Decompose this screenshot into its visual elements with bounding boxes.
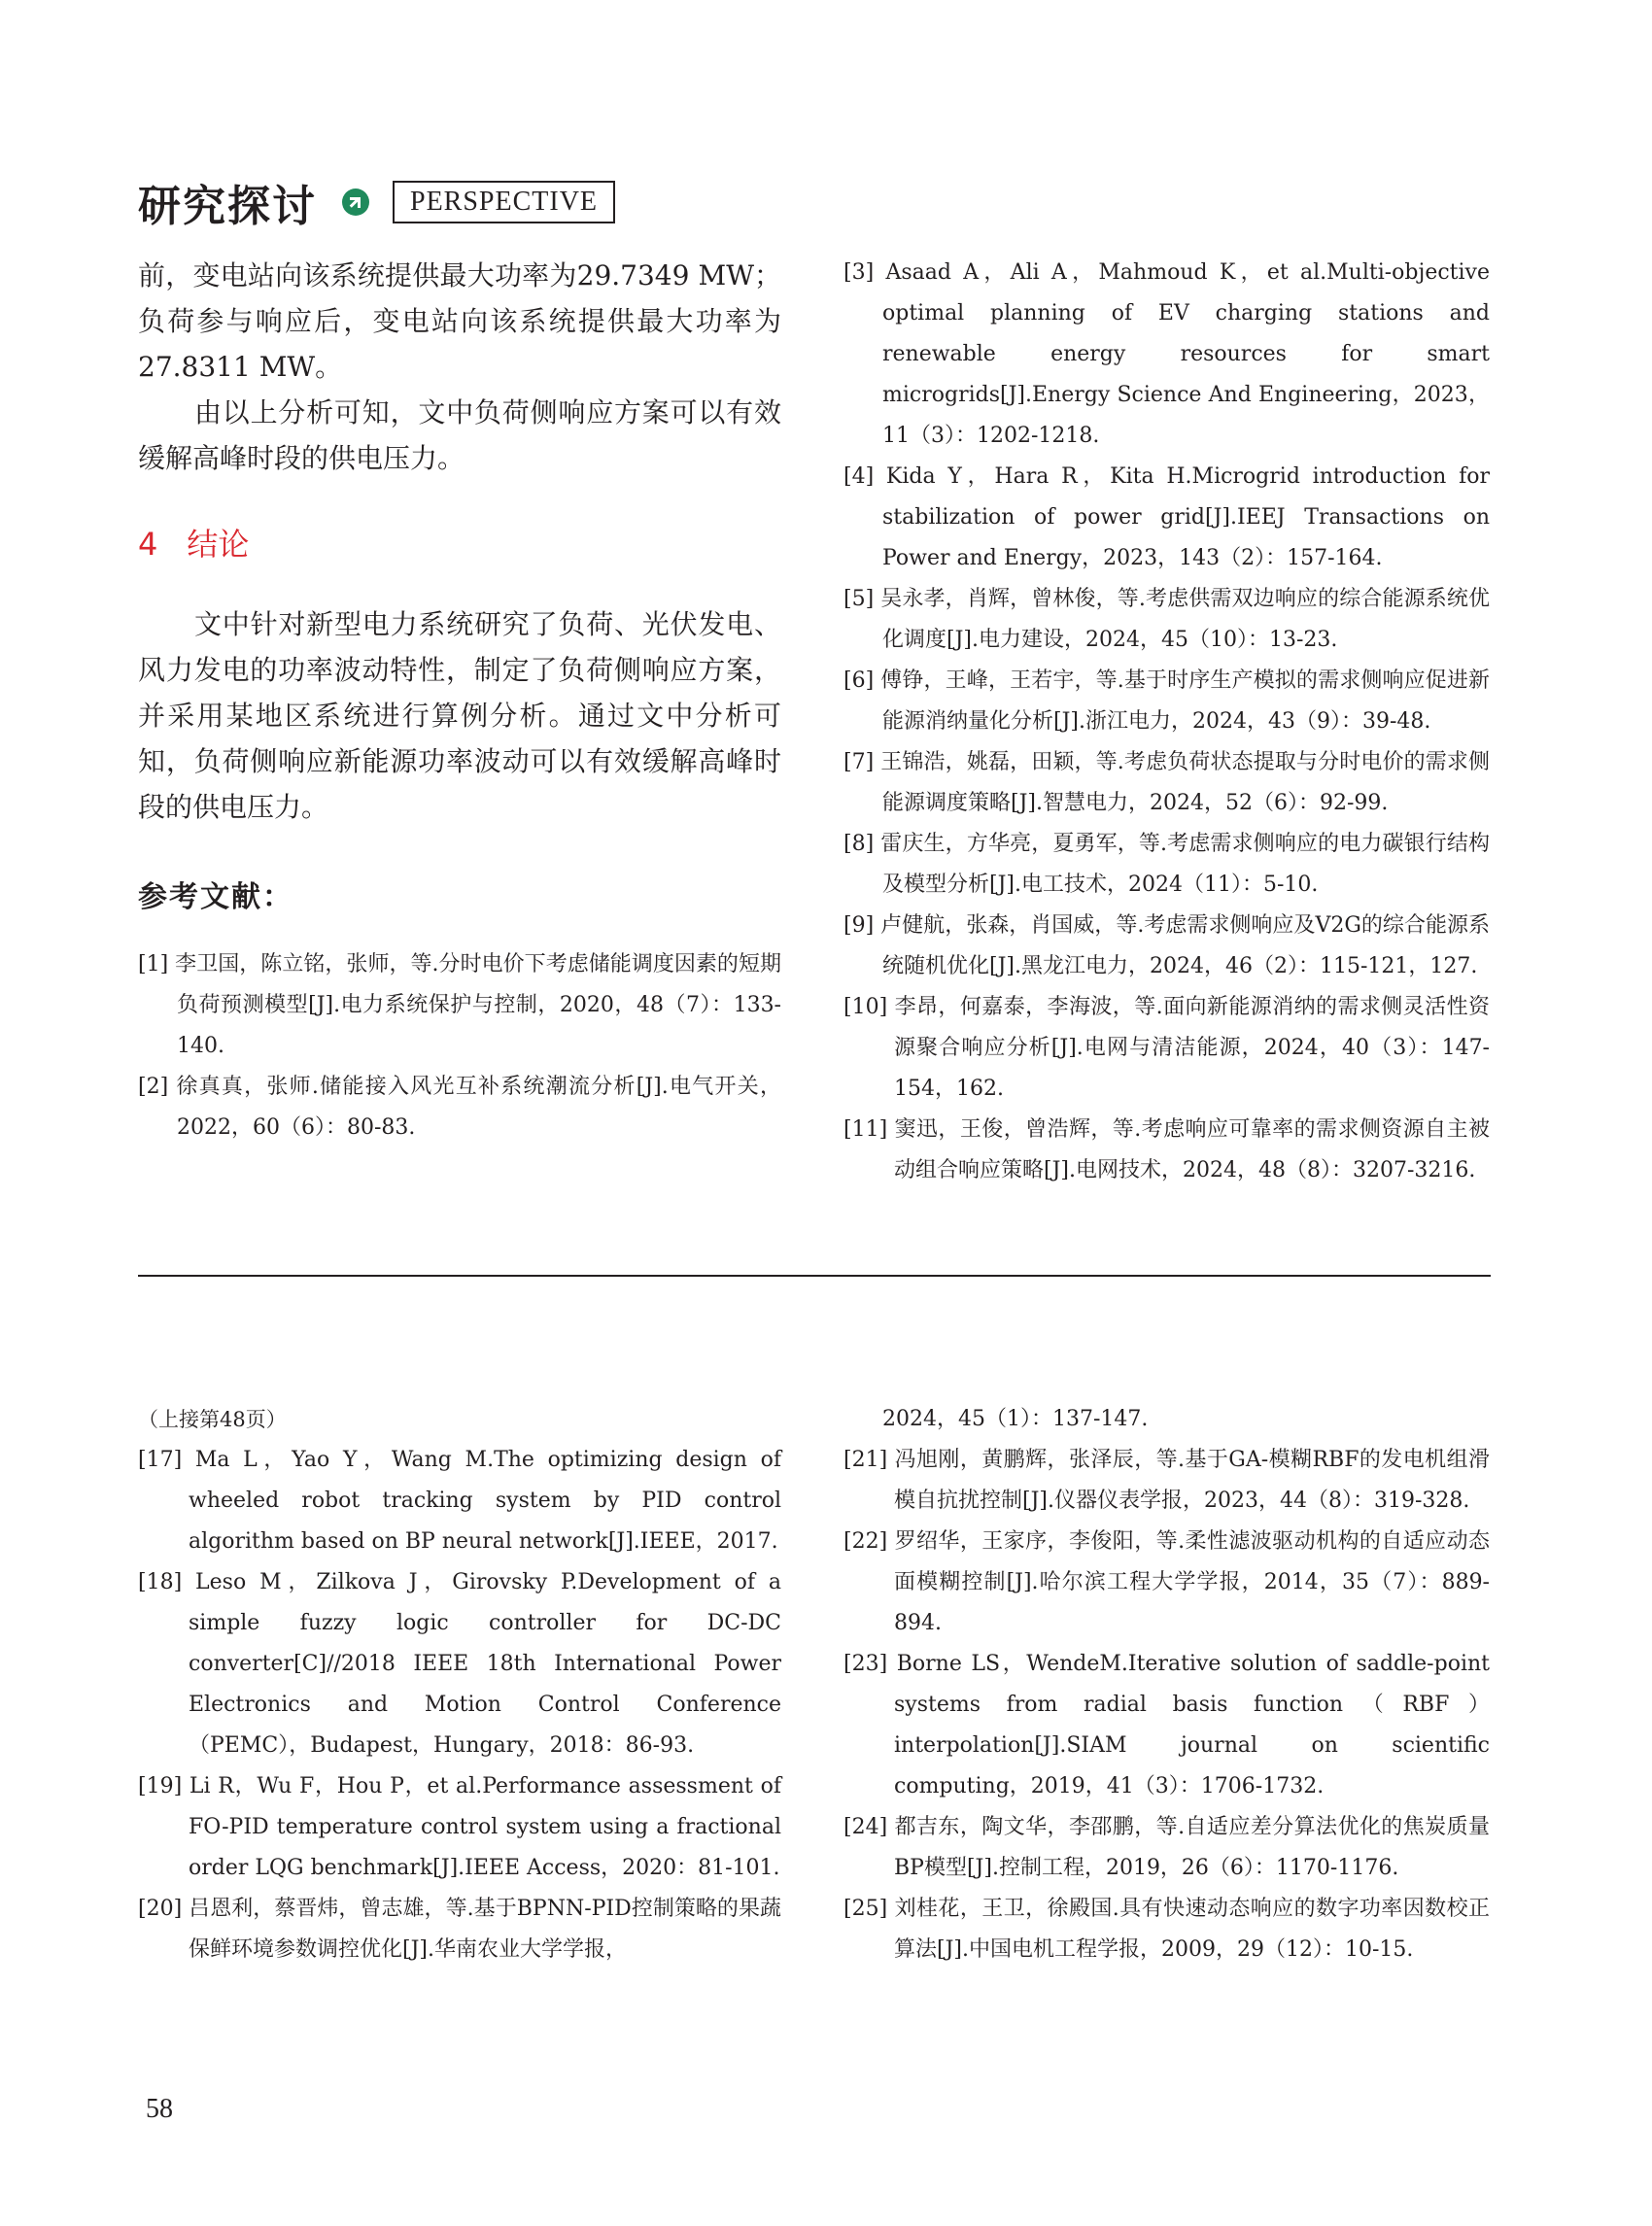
arrow-up-right-icon — [342, 188, 369, 216]
reference-item: [22] 罗绍华，王家序，李俊阳，等.柔性滤波驱动机构的自适应动态面模糊控制[J].哈尔滨工程大学学报，2014，35（7）：889-894. — [843, 1529, 1490, 1635]
reference-item: [23] Borne LS，WendeM.Iterative solution of saddle-point systems from radial basis function（RBF）interpolation[J].SIAM journal on scientific computing，2019，41（3）：1706-1732. — [843, 1652, 1490, 1798]
section-title: 结论 — [187, 526, 250, 563]
reference-item: [11] 窦迅，王俊，曾浩辉，等.考虑响应可靠率的需求侧资源自主被动组合响应策略[J].电网技术，2024，48（8）：3207-3216. — [843, 1117, 1490, 1182]
reference-item: [18] Leso M，Zilkova J，Girovsky P.Development of a simple fuzzy logic controller for DC-DC converter[C]//2018 IEEE 18th International Power Electronics and Motion Control Conference（PEMC），Budapest，Hungary，2018：86-93. — [138, 1570, 781, 1758]
right-column-top — [843, 253, 1490, 1191]
reference-item: [5] 吴永孝，肖辉，曾林俊，等.考虑供需双边响应的综合能源系统优化调度[J].电力建设，2024，45（10）：13-23. — [843, 587, 1490, 652]
conclusion-paragraph: 文中针对新型电力系统研究了负荷、光伏发电、风力发电的功率波动特性，制定了负荷侧响应方案，并采用某地区系统进行算例分析。通过文中分析可知，负荷侧响应新能源功率波动可以有效缓解高峰时段的供电压力。 — [138, 608, 781, 823]
body-paragraph: 由以上分析可知，文中负荷侧响应方案可以有效缓解高峰时段的供电压力。 — [138, 396, 781, 474]
reference-item: [19] Li R，Wu F，Hou P，et al.Performance assessment of FO-PID temperature control system using a fractional order LQG benchmark[J].IEEE Access，2020：81-101. — [138, 1774, 781, 1880]
reference-item: [2] 徐真真，张师.储能接入风光互补系统潮流分析[J].电气开关，2022，60（6）：80-83. — [138, 1075, 781, 1140]
right-column-bottom — [843, 1399, 1490, 1970]
reference-item: [9] 卢健航，张森，肖国威，等.考虑需求侧响应及V2G的综合能源系统随机优化[J].黑龙江电力，2024，46（2）：115-121，127. — [843, 913, 1490, 978]
continued-note: （上接第48页） — [138, 1408, 287, 1431]
reference-continuation: 2024，45（1）：137-147. — [882, 1407, 1149, 1431]
reference-item: [8] 雷庆生，方华亮，夏勇军，等.考虑需求侧响应的电力碳银行结构及模型分析[J].电工技术，2024（11）：5-10. — [843, 832, 1490, 897]
reference-item: [3] Asaad A，Ali A，Mahmoud K，et al.Multi-objective optimal planning of EV charging stations and renewable energy resources for smart microgrids[J].Energy Science And Engineering，2023，11（3）：1202-1218. — [843, 260, 1490, 448]
reference-item: [4] Kida Y，Hara R，Kita H.Microgrid introduction for stabilization of power grid[J].IEEJ Transactions on Power and Energy，2023，143（2）：157-164. — [843, 464, 1490, 570]
reference-item: [20] 吕恩利，蔡晋炜，曾志雄，等.基于BPNN-PID控制策略的果蔬保鲜环境参数调控优化[J].华南农业大学学报， — [138, 1897, 781, 1962]
page-header — [138, 173, 615, 231]
reference-item: [1] 李卫国，陈立铭，张师，等.分时电价下考虑储能调度因素的短期负荷预测模型[J].电力系统保护与控制，2020，48（7）：133-140. — [138, 952, 781, 1058]
page-number: 58 — [146, 2094, 173, 2124]
left-column-top — [138, 253, 781, 1148]
reference-item: [6] 傅铮，王峰，王若宇，等.基于时序生产模拟的需求侧响应促进新能源消纳量化分析[J].浙江电力，2024，43（9）：39-48. — [843, 668, 1490, 734]
section-number: 4 — [138, 526, 158, 563]
section-heading — [138, 520, 781, 565]
references-heading: 参考文献： — [138, 880, 293, 914]
reference-item: [7] 王锦浩，姚磊，田颖，等.考虑负荷状态提取与分时电价的需求侧能源调度策略[J].智慧电力，2024，52（6）：92-99. — [843, 750, 1490, 815]
reference-item: [10] 李昂，何嘉泰，李海波，等.面向新能源消纳的需求侧灵活性资源聚合响应分析[J].电网与清洁能源，2024，40（3）：147-154，162. — [843, 995, 1490, 1101]
perspective-badge: PERSPECTIVE — [393, 181, 615, 223]
reference-item: [21] 冯旭刚，黄鹏辉，张泽辰，等.基于GA-模糊RBF的发电机组滑模自抗扰控制[J].仪器仪表学报，2023，44（8）：319-328. — [843, 1448, 1490, 1513]
reference-item: [24] 都吉东，陶文华，李邵鹏，等.自适应差分算法优化的焦炭质量BP模型[J].控制工程，2019，26（6）：1170-1176. — [843, 1815, 1490, 1880]
section-divider — [138, 1275, 1491, 1277]
body-paragraph: 前，变电站向该系统提供最大功率为29.7349 MW；负荷参与响应后，变电站向该系统提供最大功率为27.8311 MW。 — [138, 259, 781, 383]
reference-item: [25] 刘桂花，王卫，徐殿国.具有快速动态响应的数字功率因数校正算法[J].中国电机工程学报，2009，29（12）：10-15. — [843, 1897, 1490, 1962]
left-column-bottom — [138, 1399, 781, 1970]
column-title: 研究探讨 — [138, 182, 317, 231]
reference-item: [17] Ma L，Yao Y，Wang M.The optimizing design of wheeled robot tracking system by PID control algorithm based on BP neural network[J].IEEE，2017. — [138, 1448, 781, 1554]
